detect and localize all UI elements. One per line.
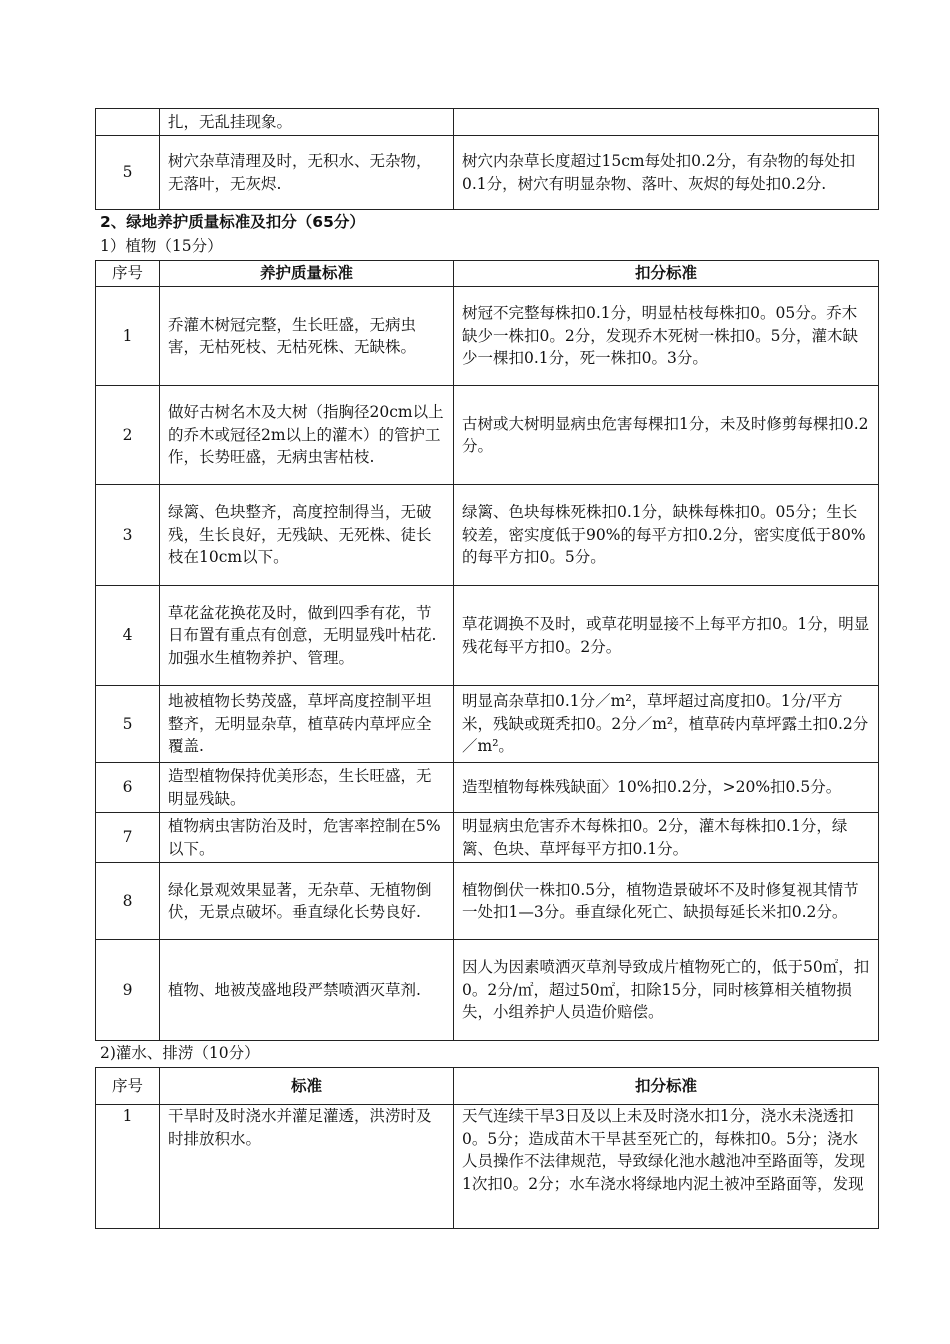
table-row xyxy=(96,287,879,386)
table-row xyxy=(96,686,879,763)
deduction-cell: 植物倒伏一株扣0.5分，植物造景破坏不及时修复视其情节一处扣1—3分。垂直绿化死亡、缺损每延长米扣0.2分。 xyxy=(454,863,879,940)
standard-cell: 树穴杂草清理及时，无积水、无杂物，无落叶，无灰烬. xyxy=(160,136,454,210)
row-number xyxy=(96,109,160,136)
header-deduction: 扣分标准 xyxy=(454,1068,879,1105)
table-row xyxy=(96,763,879,813)
table-row xyxy=(96,386,879,485)
standard-cell: 草花盆花换花及时，做到四季有花，节日布置有重点有创意，无明显残叶枯花.加强水生植物养护、管理。 xyxy=(160,586,454,686)
row-number: 8 xyxy=(96,863,160,940)
deduction-cell xyxy=(454,109,879,136)
deduction-cell: 古树或大树明显病虫危害每棵扣1分，未及时修剪每棵扣0.2分。 xyxy=(454,386,879,485)
top-table xyxy=(95,108,879,210)
row-number: 6 xyxy=(96,763,160,813)
header-standard: 标准 xyxy=(160,1068,454,1105)
row-number: 5 xyxy=(96,686,160,763)
standard-cell: 绿篱、色块整齐，高度控制得当，无破残，生长良好，无残缺、无死株、徒长枝在10cm以下。 xyxy=(160,485,454,586)
header-deduction: 扣分标准 xyxy=(454,261,879,287)
table-row xyxy=(96,586,879,686)
table-row xyxy=(96,863,879,940)
standard-cell: 扎，无乱挂现象。 xyxy=(160,109,454,136)
standard-cell: 乔灌木树冠完整，生长旺盛，无病虫害，无枯死枝、无枯死株、无缺株。 xyxy=(160,287,454,386)
row-number: 7 xyxy=(96,813,160,863)
table-row xyxy=(96,485,879,586)
irrigation-table-block xyxy=(95,1067,878,1229)
deduction-cell: 明显高杂草扣0.1分／m²，草坪超过高度扣0。1分/平方米，残缺或斑秃扣0。2分／m²，植草砖内草坪露土扣0.2分／m²。 xyxy=(454,686,879,763)
table-row xyxy=(96,109,879,136)
plants-table xyxy=(95,260,879,1041)
standard-cell: 植物病虫害防治及时，危害率控制在5%以下。 xyxy=(160,813,454,863)
standard-cell: 做好古树名木及大树（指胸径20cm以上的乔木或冠径2m以上的灌木）的管护工作，长势旺盛，无病虫害枯枝. xyxy=(160,386,454,485)
irrigation-table xyxy=(95,1067,879,1229)
deduction-cell: 树穴内杂草长度超过15cm每处扣0.2分，有杂物的每处扣0.1分，树穴有明显杂物、落叶、灰烬的每处扣0.2分. xyxy=(454,136,879,210)
standard-cell: 地被植物长势茂盛，草坪高度控制平坦整齐，无明显杂草，植草砖内草坪应全覆盖. xyxy=(160,686,454,763)
standard-cell: 干旱时及时浇水并灌足灌透，洪涝时及时排放积水。 xyxy=(160,1105,454,1229)
header-standard: 养护质量标准 xyxy=(160,261,454,287)
standard-cell: 绿化景观效果显著，无杂草、无植物倒伏，无景点破坏。垂直绿化长势良好. xyxy=(160,863,454,940)
deduction-cell: 明显病虫危害乔木每株扣0。2分，灌木每株扣0.1分，绿篱、色块、草坪每平方扣0.1分。 xyxy=(454,813,879,863)
table-row xyxy=(96,1105,879,1229)
plants-table-block xyxy=(95,260,878,1041)
table-row xyxy=(96,136,879,210)
row-number: 5 xyxy=(96,136,160,210)
deduction-cell: 草花调换不及时，或草花明显接不上每平方扣0。1分，明显残花每平方扣0。2分。 xyxy=(454,586,879,686)
standard-cell: 造型植物保持优美形态，生长旺盛，无明显残缺。 xyxy=(160,763,454,813)
table-row xyxy=(96,940,879,1041)
table-header-row xyxy=(96,261,879,287)
deduction-cell: 树冠不完整每株扣0.1分，明显枯枝每株扣0。05分。乔木缺少一株扣0。2分，发现乔木死树一株扣0。5分，灌木缺少一棵扣0.1分，死一株扣0。3分。 xyxy=(454,287,879,386)
deduction-cell: 天气连续干旱3日及以上未及时浇水扣1分，浇水未浇透扣0。5分；造成苗木干旱甚至死亡的，每株扣0。5分；浇水人员操作不法律规范，导致绿化池水越池冲至路面等，发现1次扣0。2分；水车浇水将绿地内泥土被冲至路面等，发现 xyxy=(454,1105,879,1229)
row-number: 4 xyxy=(96,586,160,686)
row-number: 1 xyxy=(96,287,160,386)
table-row xyxy=(96,813,879,863)
section-heading: 2、绿地养护质量标准及扣分（65分） xyxy=(100,213,365,231)
row-number: 2 xyxy=(96,386,160,485)
deduction-cell: 造型植物每株残缺面〉10%扣0.2分，>20%扣0.5分。 xyxy=(454,763,879,813)
subsection-heading-plants: 1）植物（15分） xyxy=(100,237,223,255)
header-no: 序号 xyxy=(96,261,160,287)
subsection-heading-irrigation: 2)灌水、排涝（10分） xyxy=(100,1044,260,1062)
top-table-block xyxy=(95,108,878,210)
header-no: 序号 xyxy=(96,1068,160,1105)
standard-cell: 植物、地被茂盛地段严禁喷洒灭草剂. xyxy=(160,940,454,1041)
deduction-cell: 因人为因素喷洒灭草剂导致成片植物死亡的，低于50㎡，扣0。2分/㎡，超过50㎡，扣除15分，同时核算相关植物损失，小组养护人员造价赔偿。 xyxy=(454,940,879,1041)
row-number: 9 xyxy=(96,940,160,1041)
row-number: 3 xyxy=(96,485,160,586)
table-header-row xyxy=(96,1068,879,1105)
row-number: 1 xyxy=(96,1105,160,1229)
deduction-cell: 绿篱、色块每株死株扣0.1分，缺株每株扣0。05分；生长较差，密实度低于90%的每平方扣0.2分，密实度低于80%的每平方扣0。5分。 xyxy=(454,485,879,586)
